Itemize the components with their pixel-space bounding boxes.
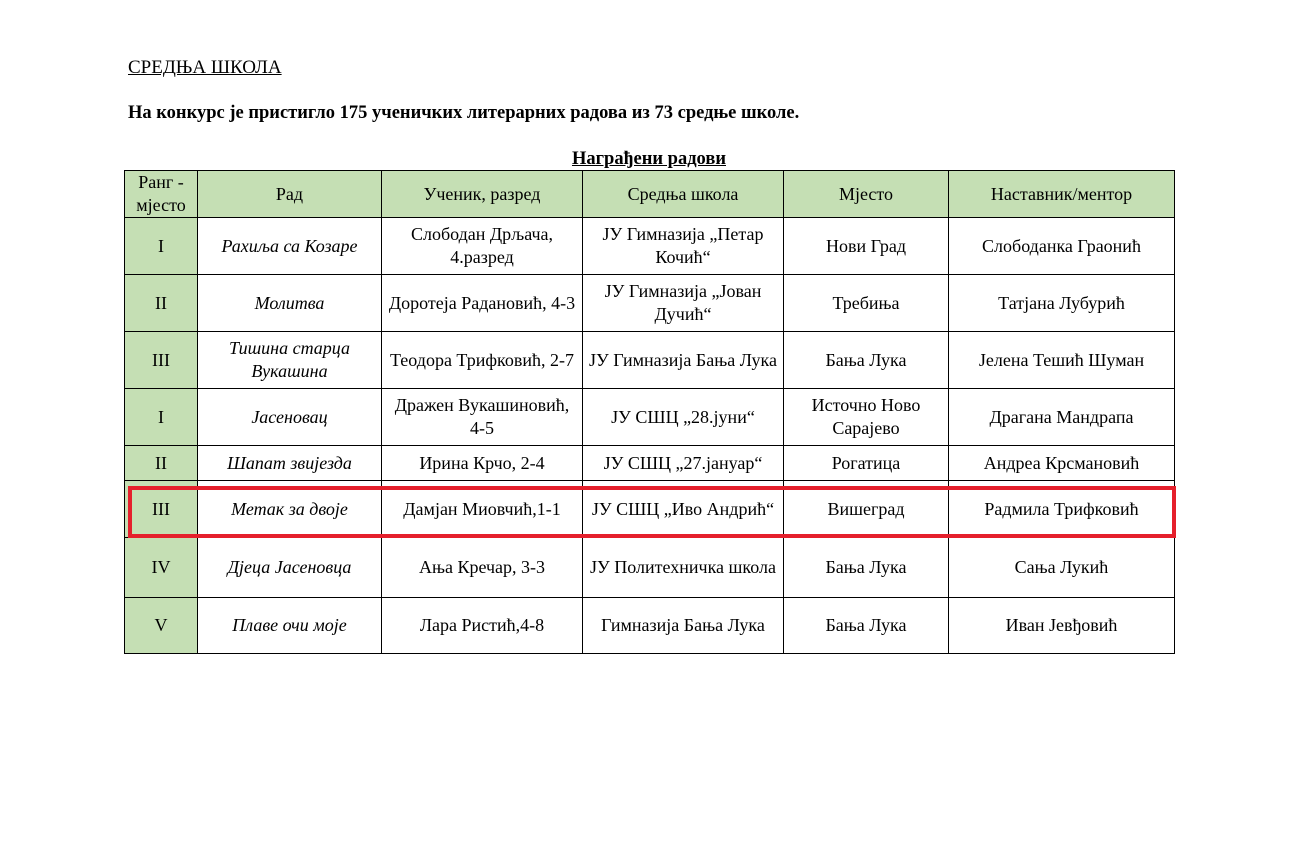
cell-school: ЈУ Политехничка школа	[583, 538, 784, 598]
header-work: Рад	[198, 171, 382, 218]
cell-rank: III	[125, 332, 198, 389]
cell-place: Рогатица	[784, 446, 949, 481]
cell-teacher: Јелена Тешић Шуман	[949, 332, 1175, 389]
cell-school: ЈУ Гимназија Бања Лука	[583, 332, 784, 389]
header-teacher: Наставник/ментор	[949, 171, 1175, 218]
cell-student: Дражен Вукашиновић, 4-5	[382, 389, 583, 446]
table-row	[125, 446, 1175, 481]
cell-rank: V	[125, 598, 198, 654]
cell-rank: II	[125, 446, 198, 481]
cell-rank: I	[125, 218, 198, 275]
cell-work: Молитва	[198, 275, 382, 332]
header-rank: Ранг - мјесто	[125, 171, 198, 218]
cell-place: Требиња	[784, 275, 949, 332]
table-row	[125, 332, 1175, 389]
cell-place: Источно Ново Сарајево	[784, 389, 949, 446]
cell-work: Рахиља са Козаре	[198, 218, 382, 275]
table-row	[125, 598, 1175, 654]
cell-work: Јасеновац	[198, 389, 382, 446]
table-header-row	[125, 171, 1175, 218]
cell-work: Шапат звијезда	[198, 446, 382, 481]
table-caption: Награђени радови	[571, 149, 726, 169]
cell-student: Лара Ристић,4-8	[382, 598, 583, 654]
cell-student: Ирина Крчо, 2-4	[382, 446, 583, 481]
cell-school: ЈУ СШЦ „27.јануар“	[583, 446, 784, 481]
awards-table	[124, 170, 1175, 654]
cell-rank: I	[125, 389, 198, 446]
header-student: Ученик, разред	[382, 171, 583, 218]
cell-work: Метак за двоје	[198, 481, 382, 538]
cell-teacher: Радмила Трифковић	[949, 481, 1175, 538]
cell-place: Бања Лука	[784, 598, 949, 654]
cell-teacher: Андреа Крсмановић	[949, 446, 1175, 481]
cell-teacher: Сања Лукић	[949, 538, 1175, 598]
cell-school: ЈУ Гимназија „Петар Кочић“	[583, 218, 784, 275]
table-row	[125, 275, 1175, 332]
table-row	[125, 389, 1175, 446]
cell-school: ЈУ Гимназија „Јован Дучић“	[583, 275, 784, 332]
cell-rank: IV	[125, 538, 198, 598]
cell-student: Дамјан Миовчић,1-1	[382, 481, 583, 538]
cell-teacher: Слободанка Граонић	[949, 218, 1175, 275]
cell-student: Доротеја Радановић, 4-3	[382, 275, 583, 332]
cell-rank: III	[125, 481, 198, 538]
cell-work: Дјеца Јасеновца	[198, 538, 382, 598]
cell-student: Теодора Трифковић, 2-7	[382, 332, 583, 389]
cell-place: Бања Лука	[784, 332, 949, 389]
cell-student: Слободан Дрљача, 4.разред	[382, 218, 583, 275]
cell-school: ЈУ СШЦ „Иво Андрић“	[583, 481, 784, 538]
table-row-highlighted	[125, 481, 1175, 538]
header-school: Средња школа	[583, 171, 784, 218]
cell-teacher: Татјана Лубурић	[949, 275, 1175, 332]
cell-student: Ања Кречар, 3-3	[382, 538, 583, 598]
cell-work: Тишина старца Вукашина	[198, 332, 382, 389]
intro-paragraph: На конкурс је пристигло 175 ученичких литерарних радова из 73 средње школе.	[128, 103, 800, 123]
section-heading: СРЕДЊА ШКОЛА	[128, 57, 282, 78]
cell-school: ЈУ СШЦ „28.јуни“	[583, 389, 784, 446]
table-row	[125, 538, 1175, 598]
cell-rank: II	[125, 275, 198, 332]
cell-teacher: Иван Јевђовић	[949, 598, 1175, 654]
cell-place: Бања Лука	[784, 538, 949, 598]
cell-teacher: Драгана Мандрапа	[949, 389, 1175, 446]
header-place: Мјесто	[784, 171, 949, 218]
table-row	[125, 218, 1175, 275]
cell-place: Нови Град	[784, 218, 949, 275]
cell-work: Плаве очи моје	[198, 598, 382, 654]
cell-school: Гимназија Бања Лука	[583, 598, 784, 654]
cell-place: Вишеград	[784, 481, 949, 538]
